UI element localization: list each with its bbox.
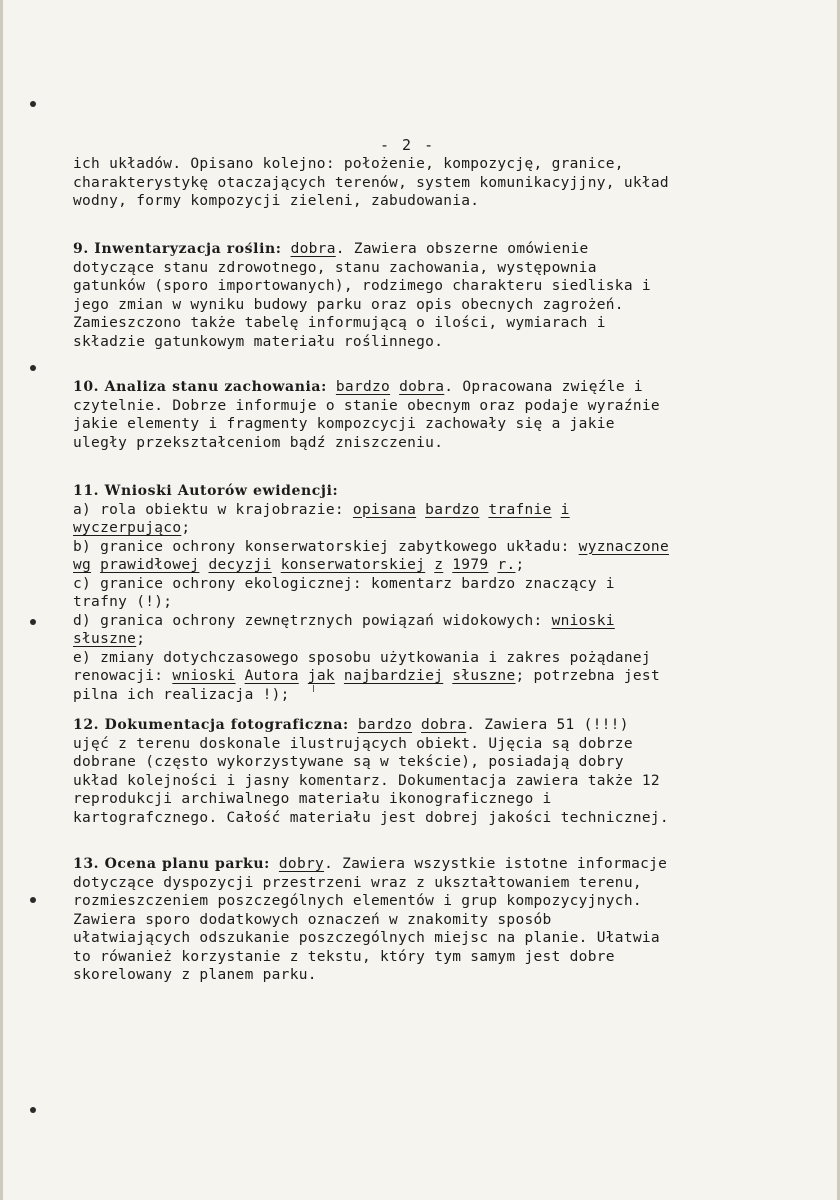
text-fragment: ; potrzebna jest xyxy=(515,668,660,684)
underlined-word: z xyxy=(434,557,444,573)
text-line: ujęć z terenu doskonale ilustrujących obiekt. Ujęcia są dobrze xyxy=(73,735,633,752)
underlined-word: wg xyxy=(73,557,92,573)
underlined-word: trafnie xyxy=(488,501,552,518)
rating-underlined: bardzo xyxy=(335,379,391,395)
text-line: skorelowany z planem parku. xyxy=(73,967,317,983)
underlined-word: bardzo xyxy=(425,501,480,518)
underlined-word: wyczerpująco xyxy=(73,520,182,536)
section-heading: 12. Dokumentacja fotograficzna: xyxy=(73,717,349,733)
underlined-word: słuszne xyxy=(452,668,516,684)
intro-paragraph xyxy=(73,155,773,211)
underlined-word: opisana xyxy=(352,501,417,518)
rating-underlined: dobra xyxy=(399,379,445,395)
text-fragment: ; xyxy=(181,520,191,536)
underlined-word: wyznaczone xyxy=(578,538,669,555)
text-line: składzie gatunkowym materiału roślinnego. xyxy=(73,333,444,350)
text-line: kartografcznego. Całość materiału jest dobrej jakości technicznej. xyxy=(73,809,669,826)
text-line: wodny, formy kompozycji zieleni, zabudowania. xyxy=(73,193,480,209)
text-line xyxy=(73,556,773,575)
text-fragment: ; xyxy=(136,631,146,647)
section-11 xyxy=(73,482,773,704)
text-line: jakie elementy i fragmenty kompozcycji zachowały się a jakie xyxy=(73,416,615,432)
text-fragment: . Zawiera 51 (!!!) xyxy=(466,717,629,733)
underlined-word: konserwatorskiej xyxy=(280,557,426,573)
text-line: uległy przekształceniom bądź zniszczeniu. xyxy=(73,434,444,451)
text-line xyxy=(73,378,773,397)
text-line: ułatwiających odszukanie poszczególnych miejsc na planie. Ułatwia xyxy=(73,930,660,946)
text-line: czytelnie. Dobrze informuje o stanie obecnym oraz podaje wyraźnie xyxy=(73,397,660,414)
text-fragment: . Zawiera obszerne omówienie xyxy=(335,241,589,257)
underlined-word: 1979 xyxy=(452,557,489,573)
punch-hole-mark xyxy=(30,101,36,107)
text-line: reprodukcji archiwalnego materiału ikonograficznego i xyxy=(73,791,552,807)
text-line: jego zmian w wyniku budowy parku oraz opis obecnych zagrożeń. xyxy=(73,296,624,313)
underlined-word: Autora xyxy=(244,668,299,684)
section-12 xyxy=(73,716,773,827)
section-heading: 11. Wnioski Autorów ewidencji: xyxy=(73,483,339,499)
text-line: dobrane (często wykorzystywane są w tekście), posiadają dobry xyxy=(73,754,624,770)
rating-underlined: dobra xyxy=(290,241,336,257)
rating-underlined: bardzo xyxy=(357,717,413,733)
section-heading: 10. Analiza stanu zachowania: xyxy=(73,379,327,395)
text-fragment: d) granica ochrony zewnętrznych powiązań widokowych: xyxy=(73,612,552,629)
rating-underlined: dobra xyxy=(421,717,467,733)
text-line: charakterystykę otaczających terenów, system komunikacyjjny, układ xyxy=(73,174,669,191)
text-fragment: b) granice ochrony konserwatorskiej zabytkowego układu: xyxy=(73,538,579,555)
text-line: układ kolejności i jasny komentarz. Dokumentacja zawiera także 12 xyxy=(73,772,660,789)
underlined-word: najbardziej xyxy=(343,668,444,684)
text-line: dotyczące stanu zdrowotnego, stanu zachowania, występownia xyxy=(73,259,597,276)
underlined-word: i xyxy=(560,501,570,518)
text-line xyxy=(73,855,773,874)
text-fragment: renowacji: xyxy=(73,668,173,684)
text-line: ich układów. Opisano kolejno: położenie, kompozycję, granice, xyxy=(73,156,624,172)
text-line: Zawiera sporo dodatkowych oznaczeń w znakomity sposób xyxy=(73,911,552,928)
text-line: to rówanież korzystanie z tekstu, który tym samym jest dobre xyxy=(73,948,615,965)
text-line xyxy=(73,538,773,557)
text-fragment: a) rola obiektu w krajobrazie: xyxy=(73,501,353,518)
underlined-word: wnioski xyxy=(172,668,236,684)
text-line: dotyczące dyspozycji przestrzeni wraz z ukształtowaniem terenu, xyxy=(73,874,642,891)
text-line xyxy=(73,501,773,520)
text-line: pilna ich realizacja !); xyxy=(73,686,290,703)
text-line xyxy=(73,240,773,259)
punch-hole-mark xyxy=(30,897,36,903)
text-line xyxy=(73,630,773,649)
underlined-word: jak xyxy=(307,668,335,684)
section-13 xyxy=(73,855,773,985)
text-fragment: . Opracowana zwięźle i xyxy=(444,379,643,395)
rating-underlined: dobry xyxy=(278,856,325,872)
text-line xyxy=(73,519,773,538)
text-line: rozmieszczeniem poszczególnych elementów i grup kompozycyjnych. xyxy=(73,893,642,909)
section-heading: 9. Inwentaryzacja roślin: xyxy=(73,241,282,257)
text-line: e) zmiany dotychczasowego sposobu użytkowania i zakres pożądanej xyxy=(73,649,651,666)
punch-hole-mark xyxy=(30,365,36,371)
underlined-word: decyzji xyxy=(208,557,272,573)
underlined-word: r. xyxy=(497,557,516,573)
left-page-edge xyxy=(0,0,3,1200)
text-fragment: . Zawiera wszystkie istotne informacje xyxy=(324,856,668,872)
underlined-word: słuszne xyxy=(73,631,137,647)
text-line xyxy=(73,482,773,501)
underlined-word: wnioski xyxy=(551,612,615,629)
section-10 xyxy=(73,378,773,452)
section-heading: 13. Ocena planu parku: xyxy=(73,856,270,872)
text-line xyxy=(73,612,773,631)
text-line: c) granice ochrony ekologicznej: komentarz bardzo znaczący i xyxy=(73,575,615,592)
text-fragment: ; xyxy=(515,557,525,573)
section-9 xyxy=(73,240,773,351)
text-line: trafny (!); xyxy=(73,594,173,610)
underlined-word: prawidłowej xyxy=(100,557,200,573)
punch-hole-mark xyxy=(30,619,36,625)
text-line xyxy=(73,667,773,686)
text-line: gatunków (sporo importowanych), rodzimego charakteru siedliska i xyxy=(73,278,651,294)
text-line: Zamieszczono także tabelę informującą o ilości, wymiarach i xyxy=(73,315,606,331)
page-number: - 2 - xyxy=(380,136,436,154)
text-line xyxy=(73,716,773,735)
punch-hole-mark xyxy=(30,1107,36,1113)
